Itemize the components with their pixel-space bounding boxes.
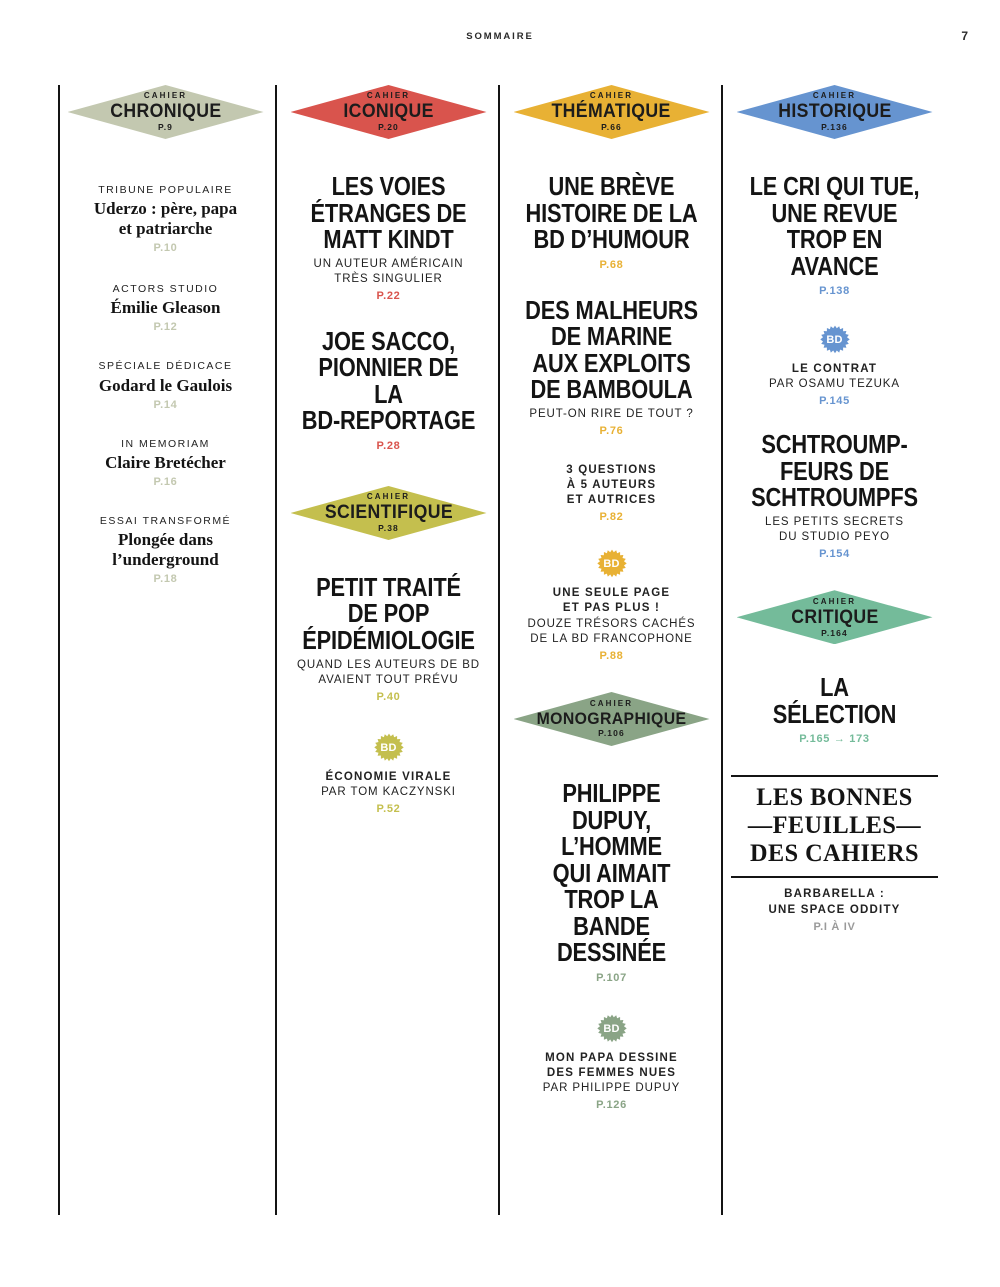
entry-page: P.68 xyxy=(599,258,624,271)
toc-entry[interactable] xyxy=(62,183,269,254)
toc-entry[interactable] xyxy=(508,294,715,437)
bd-badge-label: BD xyxy=(380,741,397,754)
banner-name: CHRONIQUE xyxy=(109,101,222,123)
entry-page: P.28 xyxy=(376,439,401,452)
entry-headline: SCHTROUMP- FEURS DE SCHTROUMPFS xyxy=(751,429,918,513)
entry-subtitle: LES PETITS SECRETS DU STUDIO PEYO xyxy=(765,515,904,544)
banner-name: HISTORIQUE xyxy=(777,101,892,123)
column-iconique xyxy=(281,85,496,1215)
cahier-banner-historique[interactable] xyxy=(731,85,938,139)
toc-entry[interactable] xyxy=(731,887,938,932)
page-folio: 7 xyxy=(961,29,968,43)
entry-page: P.126 xyxy=(596,1099,627,1112)
banner-cahier-label: CAHIER xyxy=(589,91,634,101)
entry-page: P.12 xyxy=(153,321,178,334)
toc-entry[interactable] xyxy=(508,777,715,984)
entry-kicker: ACTORS STUDIO xyxy=(112,283,219,296)
entry-page: P.82 xyxy=(599,511,624,524)
entry-subtitle-bold: ÉCONOMIE VIRALE xyxy=(325,770,452,783)
entry-headline: PETIT TRAITÉ DE POP ÉPIDÉMIOLOGIE xyxy=(302,571,475,655)
banner-cahier-label: CAHIER xyxy=(143,91,188,101)
banner-name: ICONIQUE xyxy=(343,101,434,123)
toc-entry[interactable] xyxy=(731,173,938,297)
entry-headline: PHILIPPE DUPUY, L’HOMME QUI AIMAIT TROP LA BANDE DESSINÉE xyxy=(552,777,671,968)
column-rule xyxy=(721,85,723,1215)
contents-columns xyxy=(58,85,942,1215)
toc-entry[interactable] xyxy=(731,431,938,560)
entry-title: Émilie Gleason xyxy=(110,298,221,318)
entry-subtitle: QUAND LES AUTEURS DE BD AVAIENT TOUT PRÉVU xyxy=(296,658,480,686)
entry-subtitle-bold: 3 QUESTIONS À 5 AUTEURS ET AUTRICES xyxy=(566,463,657,507)
cahier-banner-scientifique[interactable] xyxy=(285,486,492,540)
toc-entry[interactable] xyxy=(508,1014,715,1112)
entry-headline: LE CRI QUI TUE, UNE REVUE TROP EN AVANCE xyxy=(749,171,920,281)
entry-page: P.22 xyxy=(376,289,401,302)
banner-cahier-label: CAHIER xyxy=(812,596,857,606)
entry-kicker: IN MEMORIAM xyxy=(121,437,210,450)
bd-badge-icon xyxy=(374,733,404,763)
cahier-banner-iconique[interactable] xyxy=(285,85,492,139)
feuilles-line: LES BONNES xyxy=(756,784,913,812)
section-label: SOMMAIRE xyxy=(466,31,534,42)
page-header xyxy=(0,31,1000,47)
bd-badge-label: BD xyxy=(603,1022,620,1035)
bd-badge-icon xyxy=(820,325,850,355)
toc-entry[interactable] xyxy=(285,733,492,815)
banner-cahier-label: CAHIER xyxy=(366,91,411,101)
toc-entry[interactable] xyxy=(62,282,269,333)
column-rule xyxy=(58,85,60,1215)
toc-entry[interactable] xyxy=(285,325,492,452)
entry-headline: LA SÉLECTION xyxy=(772,672,897,729)
entry-page: P.107 xyxy=(596,971,627,984)
column-thematique xyxy=(504,85,719,1215)
banner-page: P.20 xyxy=(378,122,399,133)
entry-page: P.16 xyxy=(153,475,178,488)
column-historique xyxy=(727,85,942,1215)
entry-page: P.40 xyxy=(376,690,401,703)
bonnes-feuilles-block[interactable] xyxy=(731,775,938,878)
entry-page: P.154 xyxy=(819,548,850,561)
banner-cahier-label: CAHIER xyxy=(812,91,857,101)
entry-subtitle: DOUZE TRÉSORS CACHÉS DE LA BD FRANCOPHONE xyxy=(527,617,696,645)
banner-name: THÉMATIQUE xyxy=(551,101,672,123)
entry-page: P.145 xyxy=(819,395,850,408)
feuilles-line: DES CAHIERS xyxy=(749,840,920,868)
banner-cahier-label: CAHIER xyxy=(366,492,411,502)
toc-entry[interactable] xyxy=(285,173,492,302)
entry-subtitle-bold: UNE SEULE PAGE ET PAS PLUS ! xyxy=(552,587,671,615)
entry-page: P.18 xyxy=(153,573,178,586)
entry-subtitle: PAR TOM KACZYNSKI xyxy=(321,786,456,799)
entry-page: P.88 xyxy=(599,649,624,662)
toc-entry[interactable] xyxy=(62,514,269,585)
entry-kicker: SPÉCIALE DÉDICACE xyxy=(98,360,233,373)
column-rule xyxy=(498,85,500,1215)
toc-entry[interactable] xyxy=(731,674,938,745)
entry-title: Plongée dans l’underground xyxy=(112,530,219,570)
entry-headline: UNE BRÈVE HISTOIRE DE LA BD D’HUMOUR xyxy=(525,171,698,255)
banner-name: CRITIQUE xyxy=(790,606,879,628)
entry-kicker: TRIBUNE POPULAIRE xyxy=(98,184,233,196)
entry-subtitle-bold: LE CONTRAT xyxy=(791,363,878,376)
column-rule xyxy=(275,85,277,1215)
toc-entry[interactable] xyxy=(285,571,492,703)
bd-badge-icon xyxy=(597,549,627,579)
banner-name: MONOGRAPHIQUE xyxy=(536,709,687,729)
bd-badge-icon xyxy=(597,1014,627,1044)
banner-page: P.106 xyxy=(598,728,625,739)
toc-entry[interactable] xyxy=(508,173,715,271)
toc-entry[interactable] xyxy=(62,437,269,488)
banner-page: P.66 xyxy=(601,122,622,133)
entry-title: Uderzo : père, papa et patriarche xyxy=(93,199,238,239)
entry-subtitle: PAR PHILIPPE DUPUY xyxy=(542,1081,681,1094)
bd-badge-label: BD xyxy=(603,558,620,571)
banner-page: P.164 xyxy=(821,627,848,638)
entry-headline: DES MALHEURS DE MARINE AUX EXPLOITS DE BAMBOULA xyxy=(525,294,698,405)
entry-subtitle-bold: MON PAPA DESSINE DES FEMMES NUES xyxy=(545,1051,678,1079)
banner-name: SCIENTIFIQUE xyxy=(324,502,453,524)
entry-page: P.52 xyxy=(376,803,401,816)
toc-entry[interactable] xyxy=(508,463,715,524)
column-chronique xyxy=(58,85,273,1215)
bd-badge-label: BD xyxy=(826,334,843,347)
entry-subtitle: UN AUTEUR AMÉRICAIN TRÈS SINGULIER xyxy=(313,257,464,285)
cahier-banner-thematique[interactable] xyxy=(508,85,715,139)
entry-headline: LES VOIES ÉTRANGES DE MATT KINDT xyxy=(310,171,467,255)
cahier-banner-chronique[interactable] xyxy=(62,85,269,139)
entry-page: P.165 → 173 xyxy=(799,733,870,746)
banner-cahier-label: CAHIER xyxy=(589,699,634,709)
entry-page: P.10 xyxy=(153,242,178,255)
entry-headline: JOE SACCO, PIONNIER DE LA BD-REPORTAGE xyxy=(301,325,476,436)
entry-subtitle: PAR OSAMU TEZUKA xyxy=(769,378,900,391)
entry-page: P.138 xyxy=(819,285,850,298)
entry-page: P.I À IV xyxy=(813,920,856,933)
banner-page: P.9 xyxy=(158,122,173,133)
feuilles-line: —FEUILLES— xyxy=(747,812,922,840)
entry-subtitle-bold: BARBARELLA : UNE SPACE ODDITY xyxy=(768,888,901,916)
entry-kicker: ESSAI TRANSFORMÉ xyxy=(99,514,232,527)
cahier-banner-monographique[interactable] xyxy=(508,692,715,746)
toc-entry[interactable] xyxy=(62,359,269,410)
entry-page: P.76 xyxy=(599,424,624,437)
toc-entry[interactable] xyxy=(508,549,715,662)
entry-title: Claire Bretécher xyxy=(105,452,226,472)
entry-title: Godard le Gaulois xyxy=(98,375,233,395)
toc-entry[interactable] xyxy=(731,325,938,407)
cahier-banner-critique[interactable] xyxy=(731,590,938,644)
banner-page: P.38 xyxy=(378,523,399,534)
entry-page: P.14 xyxy=(153,398,178,411)
entry-subtitle: PEUT-ON RIRE DE TOUT ? xyxy=(529,407,694,420)
banner-page: P.136 xyxy=(821,122,848,133)
